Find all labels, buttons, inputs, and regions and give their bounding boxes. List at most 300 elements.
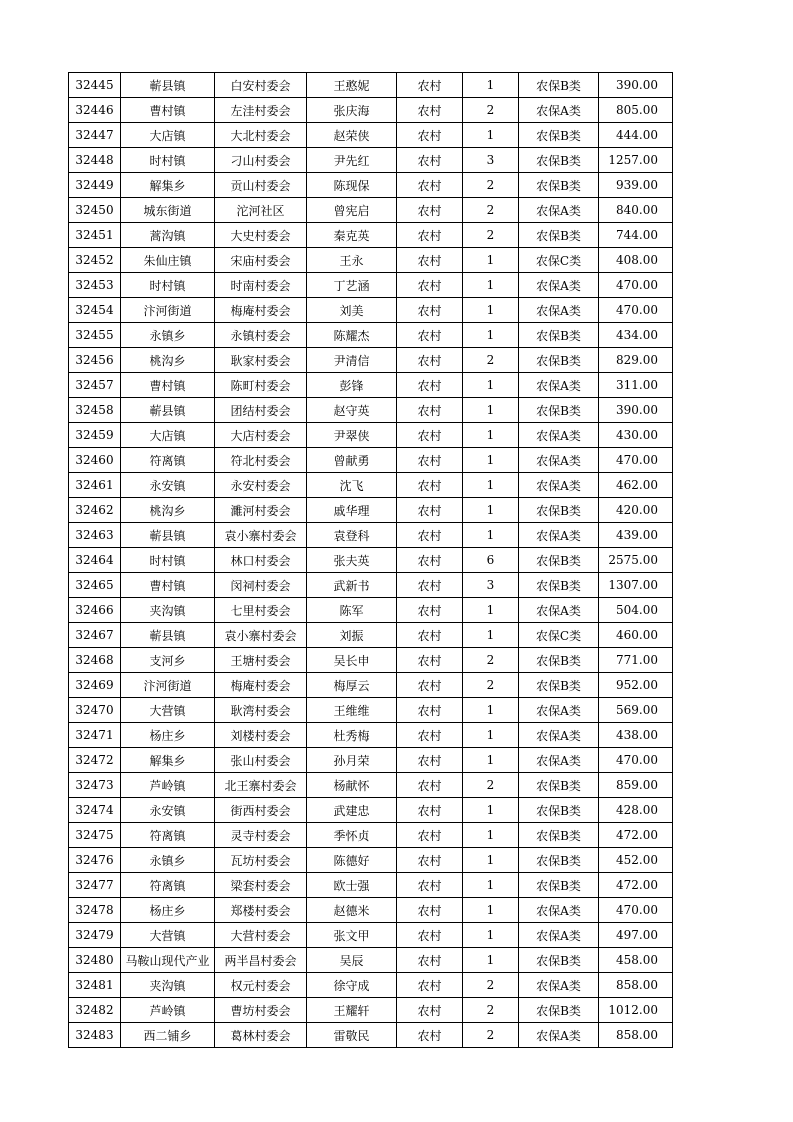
name-cell: 季怀贞 [307,823,397,848]
table-row [69,573,673,598]
amount-cell: 470.00 [599,748,673,773]
name-cell: 刘振 [307,623,397,648]
name-cell: 曾宪启 [307,198,397,223]
village-cell: 大营村委会 [215,923,307,948]
name-cell: 尹先红 [307,148,397,173]
record-id-cell: 32467 [69,623,121,648]
village-cell: 刁山村委会 [215,148,307,173]
insurance-category-cell: 农保B类 [519,223,599,248]
name-cell: 杨献怀 [307,773,397,798]
insurance-category-cell: 农保A类 [519,298,599,323]
household-type-cell: 农村 [397,373,463,398]
village-cell: 贡山村委会 [215,173,307,198]
amount-cell: 434.00 [599,323,673,348]
name-cell: 吴长申 [307,648,397,673]
household-type-cell: 农村 [397,798,463,823]
household-type-cell: 农村 [397,398,463,423]
person-count-cell: 2 [463,773,519,798]
town-cell: 芦岭镇 [121,998,215,1023]
amount-cell: 1012.00 [599,998,673,1023]
record-id-cell: 32446 [69,98,121,123]
village-cell: 瓦坊村委会 [215,848,307,873]
table-row [69,873,673,898]
insurance-category-cell: 农保A类 [519,723,599,748]
household-type-cell: 农村 [397,598,463,623]
amount-cell: 504.00 [599,598,673,623]
amount-cell: 444.00 [599,123,673,148]
record-id-cell: 32451 [69,223,121,248]
town-cell: 永镇乡 [121,323,215,348]
town-cell: 曹村镇 [121,98,215,123]
insurance-category-cell: 农保C类 [519,248,599,273]
amount-cell: 430.00 [599,423,673,448]
amount-cell: 1257.00 [599,148,673,173]
amount-cell: 438.00 [599,723,673,748]
record-id-cell: 32447 [69,123,121,148]
name-cell: 陈现保 [307,173,397,198]
town-cell: 西二铺乡 [121,1023,215,1048]
amount-cell: 858.00 [599,1023,673,1048]
table-row [69,598,673,623]
name-cell: 赵德米 [307,898,397,923]
name-cell: 王憨妮 [307,73,397,98]
town-cell: 汴河街道 [121,673,215,698]
amount-cell: 472.00 [599,823,673,848]
village-cell: 北王寨村委会 [215,773,307,798]
village-cell: 耿家村委会 [215,348,307,373]
town-cell: 曹村镇 [121,373,215,398]
record-id-cell: 32479 [69,923,121,948]
amount-cell: 470.00 [599,273,673,298]
person-count-cell: 1 [463,923,519,948]
table-row [69,498,673,523]
person-count-cell: 1 [463,948,519,973]
record-id-cell: 32457 [69,373,121,398]
record-id-cell: 32461 [69,473,121,498]
person-count-cell: 6 [463,548,519,573]
person-count-cell: 3 [463,573,519,598]
table-row [69,948,673,973]
household-type-cell: 农村 [397,98,463,123]
table-row [69,323,673,348]
amount-cell: 859.00 [599,773,673,798]
town-cell: 杨庄乡 [121,723,215,748]
table-row [69,773,673,798]
village-cell: 沱河社区 [215,198,307,223]
amount-cell: 458.00 [599,948,673,973]
amount-cell: 2575.00 [599,548,673,573]
person-count-cell: 2 [463,973,519,998]
record-id-cell: 32470 [69,698,121,723]
village-cell: 左洼村委会 [215,98,307,123]
record-id-cell: 32456 [69,348,121,373]
household-type-cell: 农村 [397,198,463,223]
amount-cell: 470.00 [599,898,673,923]
record-id-cell: 32472 [69,748,121,773]
name-cell: 武新书 [307,573,397,598]
town-cell: 曹村镇 [121,573,215,598]
record-id-cell: 32468 [69,648,121,673]
insurance-category-cell: 农保A类 [519,598,599,623]
village-cell: 权元村委会 [215,973,307,998]
amount-cell: 939.00 [599,173,673,198]
name-cell: 张夫英 [307,548,397,573]
table-row [69,823,673,848]
person-count-cell: 1 [463,473,519,498]
name-cell: 刘美 [307,298,397,323]
village-cell: 曹坊村委会 [215,998,307,1023]
person-count-cell: 1 [463,373,519,398]
town-cell: 支河乡 [121,648,215,673]
village-cell: 灵寺村委会 [215,823,307,848]
village-cell: 刘楼村委会 [215,723,307,748]
insurance-category-cell: 农保B类 [519,873,599,898]
table-row [69,698,673,723]
table-row [69,723,673,748]
insurance-category-cell: 农保A类 [519,473,599,498]
data-table-container [68,72,673,1048]
person-count-cell: 1 [463,298,519,323]
table-row [69,748,673,773]
insurance-category-cell: 农保B类 [519,148,599,173]
record-id-cell: 32445 [69,73,121,98]
household-type-cell: 农村 [397,248,463,273]
amount-cell: 311.00 [599,373,673,398]
town-cell: 蕲县镇 [121,398,215,423]
record-id-cell: 32460 [69,448,121,473]
person-count-cell: 1 [463,848,519,873]
record-id-cell: 32480 [69,948,121,973]
village-cell: 符北村委会 [215,448,307,473]
town-cell: 大店镇 [121,423,215,448]
village-cell: 大店村委会 [215,423,307,448]
record-id-cell: 32483 [69,1023,121,1048]
amount-cell: 390.00 [599,398,673,423]
amount-cell: 497.00 [599,923,673,948]
name-cell: 杜秀梅 [307,723,397,748]
amount-cell: 569.00 [599,698,673,723]
table-row [69,73,673,98]
insurance-category-cell: 农保A类 [519,523,599,548]
insurance-category-cell: 农保A类 [519,1023,599,1048]
name-cell: 沈飞 [307,473,397,498]
table-row [69,298,673,323]
household-type-cell: 农村 [397,523,463,548]
record-id-cell: 32463 [69,523,121,548]
name-cell: 武建忠 [307,798,397,823]
record-id-cell: 32453 [69,273,121,298]
household-type-cell: 农村 [397,498,463,523]
village-cell: 梅庵村委会 [215,673,307,698]
town-cell: 蕲县镇 [121,523,215,548]
insurance-category-cell: 农保A类 [519,923,599,948]
table-row [69,648,673,673]
village-cell: 濉河村委会 [215,498,307,523]
table-row [69,448,673,473]
record-id-cell: 32476 [69,848,121,873]
town-cell: 永安镇 [121,798,215,823]
person-count-cell: 1 [463,323,519,348]
insurance-category-cell: 农保A类 [519,448,599,473]
table-row [69,398,673,423]
name-cell: 欧士强 [307,873,397,898]
village-cell: 白安村委会 [215,73,307,98]
name-cell: 戚华理 [307,498,397,523]
record-id-cell: 32471 [69,723,121,748]
person-count-cell: 2 [463,198,519,223]
insurance-category-cell: 农保B类 [519,498,599,523]
table-row [69,98,673,123]
insurance-category-cell: 农保A类 [519,898,599,923]
table-row [69,173,673,198]
household-type-cell: 农村 [397,648,463,673]
village-cell: 永镇村委会 [215,323,307,348]
insurance-category-cell: 农保B类 [519,673,599,698]
town-cell: 时村镇 [121,548,215,573]
household-type-cell: 农村 [397,1023,463,1048]
village-cell: 梅庵村委会 [215,298,307,323]
village-cell: 王塘村委会 [215,648,307,673]
household-type-cell: 农村 [397,223,463,248]
name-cell: 陈耀杰 [307,323,397,348]
person-count-cell: 2 [463,648,519,673]
table-row [69,473,673,498]
town-cell: 马鞍山现代产业 [121,948,215,973]
name-cell: 丁艺涵 [307,273,397,298]
amount-cell: 858.00 [599,973,673,998]
village-cell: 袁小寨村委会 [215,623,307,648]
town-cell: 永镇乡 [121,848,215,873]
name-cell: 徐守成 [307,973,397,998]
table-row [69,973,673,998]
household-type-cell: 农村 [397,348,463,373]
household-type-cell: 农村 [397,973,463,998]
person-count-cell: 2 [463,673,519,698]
record-id-cell: 32452 [69,248,121,273]
name-cell: 王维维 [307,698,397,723]
amount-cell: 462.00 [599,473,673,498]
record-id-cell: 32462 [69,498,121,523]
household-type-cell: 农村 [397,448,463,473]
insurance-category-cell: 农保A类 [519,973,599,998]
amount-cell: 472.00 [599,873,673,898]
name-cell: 王永 [307,248,397,273]
village-cell: 袁小寨村委会 [215,523,307,548]
record-id-cell: 32458 [69,398,121,423]
record-id-cell: 32450 [69,198,121,223]
insurance-category-cell: 农保B类 [519,948,599,973]
town-cell: 杨庄乡 [121,898,215,923]
table-row [69,148,673,173]
village-cell: 宋庙村委会 [215,248,307,273]
household-type-cell: 农村 [397,673,463,698]
town-cell: 夹沟镇 [121,973,215,998]
amount-cell: 460.00 [599,623,673,648]
town-cell: 永安镇 [121,473,215,498]
insurance-category-cell: 农保B类 [519,573,599,598]
person-count-cell: 2 [463,1023,519,1048]
table-row [69,623,673,648]
person-count-cell: 1 [463,748,519,773]
table-row [69,1023,673,1048]
insurance-category-cell: 农保A类 [519,273,599,298]
name-cell: 梅厚云 [307,673,397,698]
household-type-cell: 农村 [397,273,463,298]
amount-cell: 744.00 [599,223,673,248]
village-cell: 两半昌村委会 [215,948,307,973]
record-id-cell: 32481 [69,973,121,998]
person-count-cell: 1 [463,873,519,898]
town-cell: 符离镇 [121,873,215,898]
person-count-cell: 1 [463,273,519,298]
town-cell: 芦岭镇 [121,773,215,798]
household-type-cell: 农村 [397,948,463,973]
town-cell: 蒿沟镇 [121,223,215,248]
person-count-cell: 1 [463,823,519,848]
insurance-category-cell: 农保B类 [519,548,599,573]
name-cell: 赵荣侠 [307,123,397,148]
household-type-cell: 农村 [397,173,463,198]
town-cell: 桃沟乡 [121,348,215,373]
town-cell: 大店镇 [121,123,215,148]
amount-cell: 1307.00 [599,573,673,598]
town-cell: 符离镇 [121,823,215,848]
amount-cell: 470.00 [599,298,673,323]
insurance-category-cell: 农保A类 [519,198,599,223]
insurance-category-cell: 农保B类 [519,398,599,423]
town-cell: 汴河街道 [121,298,215,323]
record-id-cell: 32469 [69,673,121,698]
person-count-cell: 1 [463,623,519,648]
name-cell: 雷敬民 [307,1023,397,1048]
table-row [69,848,673,873]
household-type-cell: 农村 [397,123,463,148]
amount-cell: 829.00 [599,348,673,373]
person-count-cell: 1 [463,73,519,98]
person-count-cell: 1 [463,398,519,423]
table-row [69,273,673,298]
table-row [69,923,673,948]
household-type-cell: 农村 [397,148,463,173]
name-cell: 陈德好 [307,848,397,873]
amount-cell: 439.00 [599,523,673,548]
insurance-category-cell: 农保B类 [519,773,599,798]
table-row [69,798,673,823]
person-count-cell: 2 [463,98,519,123]
record-id-cell: 32455 [69,323,121,348]
village-cell: 街西村委会 [215,798,307,823]
village-cell: 陈町村委会 [215,373,307,398]
name-cell: 曾献勇 [307,448,397,473]
household-type-cell: 农村 [397,323,463,348]
record-id-cell: 32482 [69,998,121,1023]
amount-cell: 470.00 [599,448,673,473]
record-id-cell: 32448 [69,148,121,173]
table-row [69,548,673,573]
village-cell: 大北村委会 [215,123,307,148]
person-count-cell: 1 [463,248,519,273]
amount-cell: 390.00 [599,73,673,98]
amount-cell: 452.00 [599,848,673,873]
village-cell: 永安村委会 [215,473,307,498]
town-cell: 城东街道 [121,198,215,223]
insurance-category-cell: 农保B类 [519,323,599,348]
village-cell: 时南村委会 [215,273,307,298]
town-cell: 蕲县镇 [121,623,215,648]
record-id-cell: 32477 [69,873,121,898]
household-type-cell: 农村 [397,723,463,748]
person-count-cell: 1 [463,123,519,148]
insurance-category-cell: 农保A类 [519,98,599,123]
town-cell: 大营镇 [121,923,215,948]
record-id-cell: 32473 [69,773,121,798]
name-cell: 陈军 [307,598,397,623]
person-count-cell: 1 [463,898,519,923]
insurance-category-cell: 农保B类 [519,348,599,373]
record-id-cell: 32464 [69,548,121,573]
insurance-category-cell: 农保B类 [519,998,599,1023]
name-cell: 吴辰 [307,948,397,973]
amount-cell: 952.00 [599,673,673,698]
village-cell: 闵祠村委会 [215,573,307,598]
town-cell: 符离镇 [121,448,215,473]
amount-cell: 771.00 [599,648,673,673]
name-cell: 尹清信 [307,348,397,373]
town-cell: 朱仙庄镇 [121,248,215,273]
town-cell: 解集乡 [121,173,215,198]
household-type-cell: 农村 [397,73,463,98]
table-row [69,123,673,148]
town-cell: 大营镇 [121,698,215,723]
household-type-cell: 农村 [397,998,463,1023]
table-row [69,373,673,398]
name-cell: 秦克英 [307,223,397,248]
amount-cell: 805.00 [599,98,673,123]
village-cell: 团结村委会 [215,398,307,423]
record-id-cell: 32475 [69,823,121,848]
town-cell: 夹沟镇 [121,598,215,623]
person-count-cell: 1 [463,598,519,623]
insurance-category-cell: 农保A类 [519,373,599,398]
amount-cell: 840.00 [599,198,673,223]
person-count-cell: 2 [463,173,519,198]
record-id-cell: 32466 [69,598,121,623]
household-type-cell: 农村 [397,773,463,798]
insurance-category-cell: 农保B类 [519,798,599,823]
name-cell: 张文甲 [307,923,397,948]
table-row [69,223,673,248]
record-id-cell: 32465 [69,573,121,598]
table-row [69,523,673,548]
insurance-category-cell: 农保A类 [519,698,599,723]
amount-cell: 420.00 [599,498,673,523]
name-cell: 彭锋 [307,373,397,398]
village-cell: 耿湾村委会 [215,698,307,723]
insurance-category-cell: 农保B类 [519,823,599,848]
name-cell: 袁登科 [307,523,397,548]
name-cell: 孙月荣 [307,748,397,773]
person-count-cell: 2 [463,348,519,373]
town-cell: 时村镇 [121,273,215,298]
household-type-cell: 农村 [397,298,463,323]
name-cell: 赵守英 [307,398,397,423]
village-cell: 郑楼村委会 [215,898,307,923]
village-cell: 张山村委会 [215,748,307,773]
village-cell: 七里村委会 [215,598,307,623]
person-count-cell: 2 [463,223,519,248]
person-count-cell: 1 [463,423,519,448]
household-type-cell: 农村 [397,698,463,723]
